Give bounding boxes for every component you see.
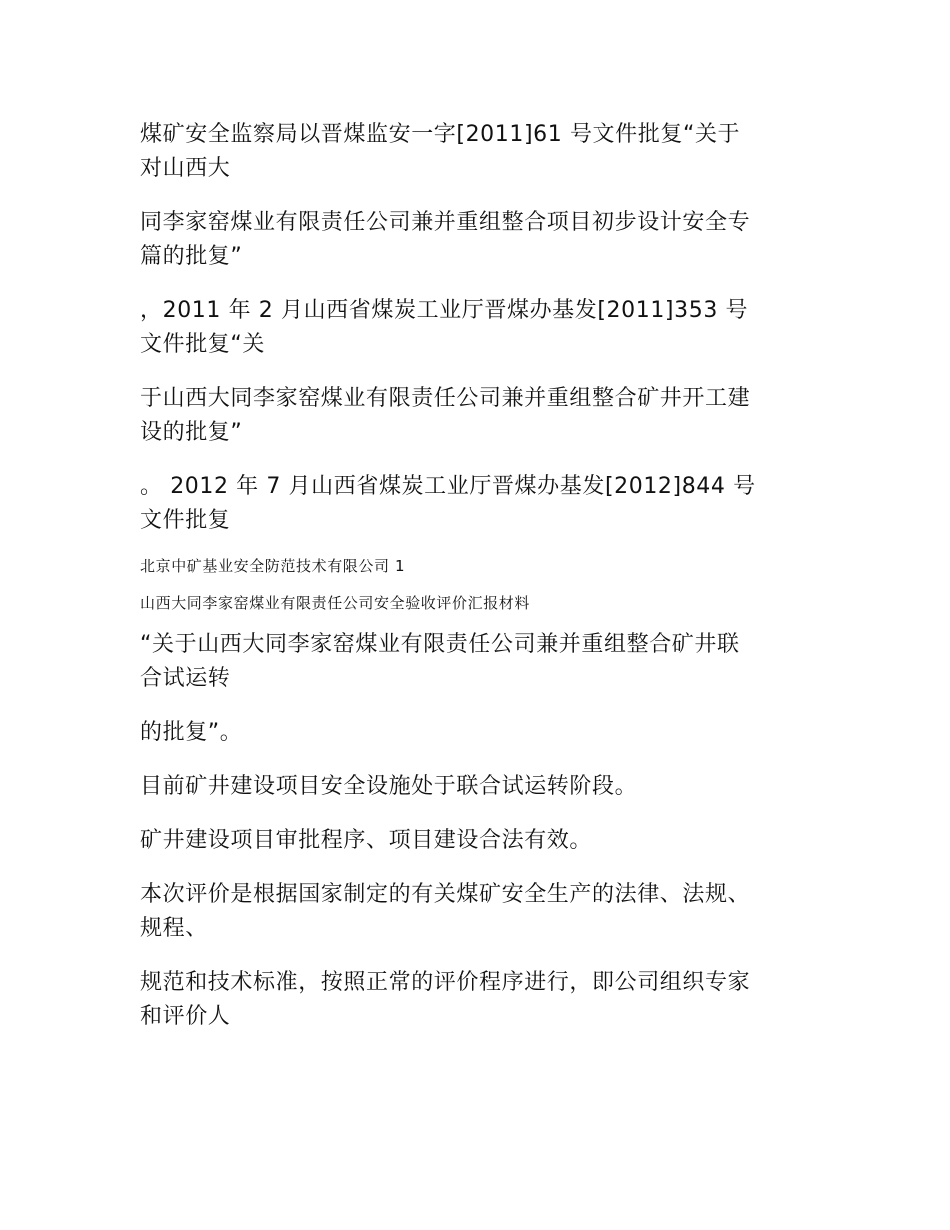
paragraph	[140, 628, 810, 696]
text-line: 文件批复	[140, 508, 231, 533]
text-line: 和评价人	[140, 1004, 231, 1029]
text-line: 规范和技术标准，按照正常的评价程序进行，即公司组织专家	[140, 970, 751, 995]
paragraph	[140, 716, 810, 750]
text-line: 设的批复”	[140, 420, 243, 445]
paragraph	[140, 206, 810, 274]
text-line: “关于山西大同李家窑煤业有限责任公司兼并重组整合矿井联	[140, 632, 740, 657]
paragraph	[140, 770, 810, 804]
text-line: ，2011 年 2 月山西省煤炭工业厅晋煤办基发[2011]353 号	[140, 298, 749, 323]
text-line: 规程、	[140, 916, 208, 941]
paragraph	[140, 382, 810, 450]
text-line: 的批复”。	[140, 720, 243, 745]
paragraph	[140, 966, 810, 1034]
text-line: 对山西大	[140, 156, 231, 181]
text-line: 矿井建设项目审批程序、项目建设合法有效。	[140, 828, 593, 853]
text-line: 目前矿井建设项目安全设施处于联合试运转阶段。	[140, 774, 638, 799]
paragraph	[140, 824, 810, 858]
paragraph	[140, 294, 810, 362]
paragraph	[140, 878, 810, 946]
page-footer-company: 北京中矿基业安全防范技术有限公司 1	[140, 557, 406, 575]
document-body	[140, 118, 810, 1054]
text-line: 于山西大同李家窑煤业有限责任公司兼并重组整合矿井开工建	[140, 386, 751, 411]
text-line: 煤矿安全监察局以晋煤监安一字[2011]61 号文件批复“关于	[140, 122, 741, 147]
page-header-title: 山西大同李家窑煤业有限责任公司安全验收评价汇报材料	[140, 594, 531, 612]
paragraph	[140, 470, 810, 538]
text-line: 文件批复“关	[140, 332, 265, 357]
text-line: 合试运转	[140, 666, 231, 691]
text-line: 篇的批复”	[140, 244, 243, 269]
text-line: 本次评价是根据国家制定的有关煤矿安全生产的法律、法规、	[140, 882, 751, 907]
text-line: 同李家窑煤业有限责任公司兼并重组整合项目初步设计安全专	[140, 210, 751, 235]
text-line: 。 2012 年 7 月山西省煤炭工业厅晋煤办基发[2012]844 号	[140, 474, 756, 499]
paragraph	[140, 118, 810, 186]
